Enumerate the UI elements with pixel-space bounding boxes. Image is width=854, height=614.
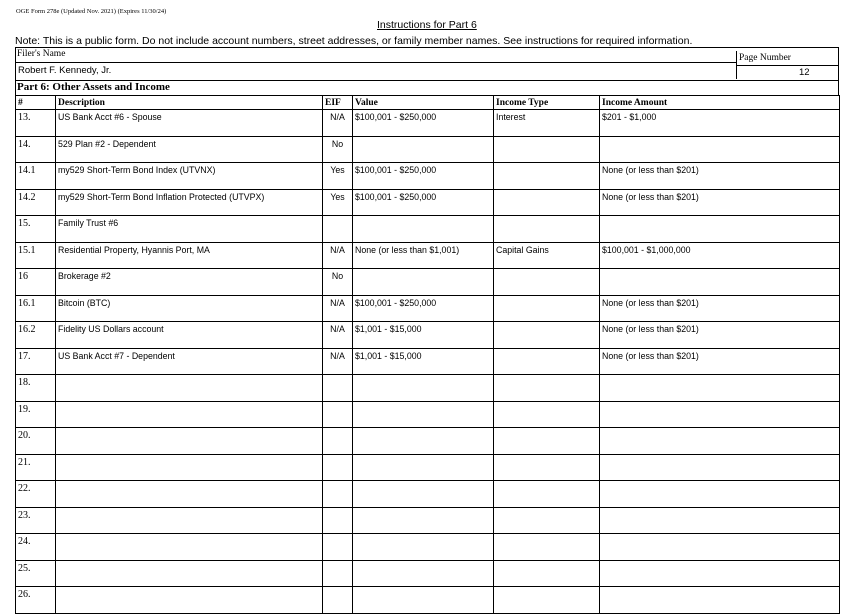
row-income-type: Capital Gains bbox=[494, 242, 600, 269]
row-income-type bbox=[494, 401, 600, 428]
row-value: $100,001 - $250,000 bbox=[353, 163, 494, 190]
row-income-type bbox=[494, 428, 600, 455]
row-income-type bbox=[494, 269, 600, 296]
table-row bbox=[16, 560, 840, 587]
row-eif bbox=[323, 534, 353, 561]
table-row bbox=[16, 428, 840, 455]
row-description: Bitcoin (BTC) bbox=[56, 295, 323, 322]
row-number: 18. bbox=[16, 375, 56, 402]
row-description: Residential Property, Hyannis Port, MA bbox=[56, 242, 323, 269]
row-value bbox=[353, 428, 494, 455]
row-value bbox=[353, 269, 494, 296]
row-number: 15.1 bbox=[16, 242, 56, 269]
row-income-type bbox=[494, 348, 600, 375]
row-income-type bbox=[494, 295, 600, 322]
row-value: $100,001 - $250,000 bbox=[353, 189, 494, 216]
row-eif bbox=[323, 587, 353, 614]
table-row bbox=[16, 269, 840, 296]
row-number: 20. bbox=[16, 428, 56, 455]
row-number: 14.1 bbox=[16, 163, 56, 190]
row-eif: N/A bbox=[323, 295, 353, 322]
row-value: $1,001 - $15,000 bbox=[353, 348, 494, 375]
table-row bbox=[16, 401, 840, 428]
row-description: 529 Plan #2 - Dependent bbox=[56, 136, 323, 163]
column-header-value: Value bbox=[353, 96, 494, 110]
row-eif bbox=[323, 507, 353, 534]
row-description: US Bank Acct #7 - Dependent bbox=[56, 348, 323, 375]
row-income-type bbox=[494, 587, 600, 614]
table-row bbox=[16, 136, 840, 163]
row-income-amount bbox=[600, 507, 840, 534]
row-number: 16.2 bbox=[16, 322, 56, 349]
row-income-amount bbox=[600, 401, 840, 428]
row-income-amount bbox=[600, 269, 840, 296]
row-income-type bbox=[494, 507, 600, 534]
row-number: 22. bbox=[16, 481, 56, 508]
table-row bbox=[16, 110, 840, 137]
part-header bbox=[15, 81, 839, 95]
page-number-value: 12 bbox=[799, 67, 810, 78]
row-eif bbox=[323, 375, 353, 402]
table-row bbox=[16, 322, 840, 349]
row-value: $1,001 - $15,000 bbox=[353, 322, 494, 349]
table-row bbox=[16, 163, 840, 190]
row-income-amount: $201 - $1,000 bbox=[600, 110, 840, 137]
row-eif: N/A bbox=[323, 348, 353, 375]
filer-info-box bbox=[15, 47, 839, 81]
row-value bbox=[353, 401, 494, 428]
column-header-income-amount: Income Amount bbox=[600, 96, 840, 110]
row-value bbox=[353, 507, 494, 534]
row-income-type bbox=[494, 534, 600, 561]
row-eif: N/A bbox=[323, 242, 353, 269]
divider bbox=[737, 65, 839, 66]
table-row bbox=[16, 534, 840, 561]
row-income-amount bbox=[600, 428, 840, 455]
row-income-amount: $100,001 - $1,000,000 bbox=[600, 242, 840, 269]
table-header-row bbox=[16, 96, 840, 110]
column-header-number: # bbox=[16, 96, 56, 110]
row-number: 23. bbox=[16, 507, 56, 534]
row-income-type bbox=[494, 189, 600, 216]
row-eif bbox=[323, 481, 353, 508]
row-income-amount: None (or less than $201) bbox=[600, 322, 840, 349]
row-income-amount: None (or less than $201) bbox=[600, 295, 840, 322]
table-row bbox=[16, 481, 840, 508]
row-value bbox=[353, 375, 494, 402]
table-row bbox=[16, 348, 840, 375]
row-value bbox=[353, 454, 494, 481]
row-number: 14.2 bbox=[16, 189, 56, 216]
row-income-type: Interest bbox=[494, 110, 600, 137]
row-description bbox=[56, 454, 323, 481]
row-description bbox=[56, 481, 323, 508]
row-value: $100,001 - $250,000 bbox=[353, 110, 494, 137]
row-number: 25. bbox=[16, 560, 56, 587]
row-value bbox=[353, 216, 494, 243]
row-number: 26. bbox=[16, 587, 56, 614]
row-income-amount: None (or less than $201) bbox=[600, 189, 840, 216]
filer-name-label: Filer's Name bbox=[17, 49, 66, 59]
row-income-type bbox=[494, 322, 600, 349]
row-value bbox=[353, 587, 494, 614]
filer-name-value: Robert F. Kennedy, Jr. bbox=[18, 65, 112, 76]
row-value bbox=[353, 560, 494, 587]
table-row bbox=[16, 295, 840, 322]
row-description: US Bank Acct #6 - Spouse bbox=[56, 110, 323, 137]
row-income-amount bbox=[600, 481, 840, 508]
row-income-type bbox=[494, 216, 600, 243]
row-value bbox=[353, 534, 494, 561]
row-number: 14. bbox=[16, 136, 56, 163]
row-income-amount: None (or less than $201) bbox=[600, 348, 840, 375]
row-eif: Yes bbox=[323, 189, 353, 216]
row-number: 16 bbox=[16, 269, 56, 296]
row-eif: N/A bbox=[323, 110, 353, 137]
row-value bbox=[353, 481, 494, 508]
row-description bbox=[56, 428, 323, 455]
row-income-type bbox=[494, 454, 600, 481]
row-description: my529 Short-Term Bond Index (UTVNX) bbox=[56, 163, 323, 190]
row-description bbox=[56, 534, 323, 561]
row-value bbox=[353, 136, 494, 163]
row-eif bbox=[323, 560, 353, 587]
row-description: Fidelity US Dollars account bbox=[56, 322, 323, 349]
row-number: 19. bbox=[16, 401, 56, 428]
row-eif bbox=[323, 216, 353, 243]
row-income-type bbox=[494, 163, 600, 190]
row-description bbox=[56, 507, 323, 534]
row-description: Family Trust #6 bbox=[56, 216, 323, 243]
table-row bbox=[16, 587, 840, 614]
row-income-amount bbox=[600, 216, 840, 243]
row-number: 21. bbox=[16, 454, 56, 481]
row-number: 15. bbox=[16, 216, 56, 243]
row-income-type bbox=[494, 375, 600, 402]
table-row bbox=[16, 189, 840, 216]
table-row bbox=[16, 242, 840, 269]
row-description bbox=[56, 375, 323, 402]
row-income-amount bbox=[600, 375, 840, 402]
row-value: None (or less than $1,001) bbox=[353, 242, 494, 269]
row-income-amount bbox=[600, 534, 840, 561]
row-income-amount bbox=[600, 136, 840, 163]
row-income-type bbox=[494, 481, 600, 508]
column-header-income-type: Income Type bbox=[494, 96, 600, 110]
row-value: $100,001 - $250,000 bbox=[353, 295, 494, 322]
table-row bbox=[16, 454, 840, 481]
row-eif: No bbox=[323, 136, 353, 163]
row-eif bbox=[323, 454, 353, 481]
row-description: my529 Short-Term Bond Inflation Protected (UTVPX) bbox=[56, 189, 323, 216]
instructions-link[interactable]: Instructions for Part 6 bbox=[377, 19, 477, 31]
row-income-amount bbox=[600, 454, 840, 481]
table-row bbox=[16, 375, 840, 402]
column-header-description: Description bbox=[56, 96, 323, 110]
row-income-type bbox=[494, 136, 600, 163]
row-number: 24. bbox=[16, 534, 56, 561]
row-income-amount bbox=[600, 587, 840, 614]
row-number: 13. bbox=[16, 110, 56, 137]
part-title: Part 6: Other Assets and Income bbox=[17, 81, 170, 93]
column-header-eif: EIF bbox=[323, 96, 353, 110]
row-number: 16.1 bbox=[16, 295, 56, 322]
row-description bbox=[56, 560, 323, 587]
table-row bbox=[16, 507, 840, 534]
form-id: OGE Form 278e (Updated Nov. 2021) (Expires 11/30/24) bbox=[16, 8, 167, 15]
row-description bbox=[56, 401, 323, 428]
page-number-cell bbox=[736, 51, 839, 79]
row-description bbox=[56, 587, 323, 614]
row-income-type bbox=[494, 560, 600, 587]
row-eif: N/A bbox=[323, 322, 353, 349]
row-eif bbox=[323, 428, 353, 455]
row-income-amount: None (or less than $201) bbox=[600, 163, 840, 190]
public-form-note: Note: This is a public form. Do not include account numbers, street addresses, or family member names. See instructions for required information. bbox=[15, 35, 693, 47]
row-eif: No bbox=[323, 269, 353, 296]
table-body bbox=[16, 110, 840, 614]
divider bbox=[16, 62, 736, 63]
row-income-amount bbox=[600, 560, 840, 587]
table-row bbox=[16, 216, 840, 243]
row-eif: Yes bbox=[323, 163, 353, 190]
page-number-label: Page Number bbox=[739, 53, 791, 63]
assets-income-table bbox=[15, 95, 840, 614]
row-description: Brokerage #2 bbox=[56, 269, 323, 296]
row-number: 17. bbox=[16, 348, 56, 375]
row-eif bbox=[323, 401, 353, 428]
